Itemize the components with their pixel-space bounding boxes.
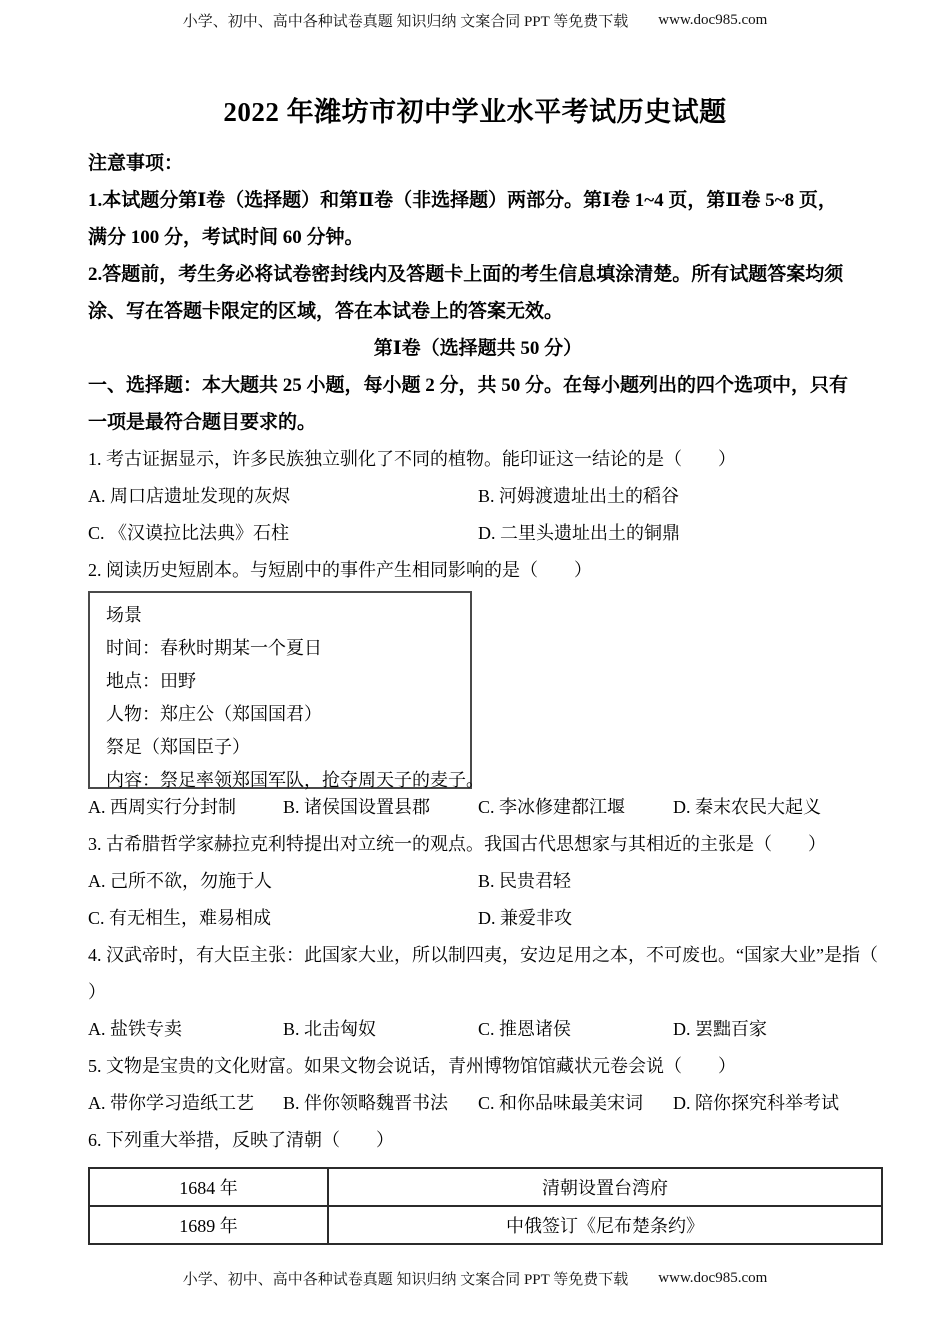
q4-options-row bbox=[88, 1011, 868, 1048]
q1-options-row-1 bbox=[88, 478, 868, 515]
q2-script-line-3: 地点：田野 bbox=[106, 671, 196, 691]
q2-stem: 2. 阅读历史短剧本。与短剧中的事件产生相同影响的是（ ） bbox=[88, 560, 592, 580]
q4-option-a: A. 盐铁专卖 bbox=[88, 1019, 182, 1039]
notice-line-2: 满分 100 分，考试时间 60 分钟。 bbox=[88, 227, 364, 248]
notice-line-3: 2.答题前，考生务必将试卷密封线内及答题卡上面的考生信息填涂清楚。所有试题答案均须 bbox=[88, 264, 844, 285]
notice-line-1: 1.本试题分第Ⅰ卷（选择题）和第Ⅱ卷（非选择题）两部分。第Ⅰ卷 1~4 页，第Ⅱ卷 5~8 页， bbox=[88, 190, 837, 211]
q6-table-row-2 bbox=[89, 1206, 882, 1244]
footer-site-url: www.doc985.com bbox=[658, 1270, 768, 1286]
q3-option-b: B. 民贵君轻 bbox=[478, 871, 572, 891]
section-intro-line-1: 一、选择题：本大题共 25 小题，每小题 2 分，共 50 分。在每小题列出的四个选项中，只有 bbox=[88, 375, 849, 396]
q4-stem-line-2: ） bbox=[88, 982, 106, 1002]
header-site-url: www.doc985.com bbox=[658, 12, 768, 28]
q6-cell-year-1: 1684 年 bbox=[89, 1168, 328, 1206]
page-header bbox=[0, 10, 950, 31]
q2-script-line-2: 时间：春秋时期某一个夏日 bbox=[106, 638, 322, 658]
q1-stem: 1. 考古证据显示，许多民族独立驯化了不同的植物。能印证这一结论的是（ ） bbox=[88, 449, 736, 469]
q6-cell-event-1: 清朝设置台湾府 bbox=[328, 1168, 882, 1206]
q2-script-line-1: 场景 bbox=[106, 605, 142, 625]
q5-option-a: A. 带你学习造纸工艺 bbox=[88, 1093, 254, 1113]
q2-option-d: D. 秦末农民大起义 bbox=[673, 797, 821, 817]
section-title: 第Ⅰ卷（选择题共 50 分） bbox=[373, 338, 583, 359]
q4-option-c: C. 推恩诸侯 bbox=[478, 1019, 572, 1039]
q2-option-a: A. 西周实行分封制 bbox=[88, 797, 236, 817]
notice-heading: 注意事项： bbox=[88, 153, 184, 174]
notice-line-4: 涂、写在答题卡限定的区域，答在本试卷上的答案无效。 bbox=[88, 301, 564, 322]
q2-script-line-5: 祭足（郑国臣子） bbox=[106, 737, 250, 757]
q1-option-d: D. 二里头遗址出土的铜鼎 bbox=[478, 523, 680, 543]
q5-option-d: D. 陪你探究科举考试 bbox=[673, 1093, 839, 1113]
q4-option-d: D. 罢黜百家 bbox=[673, 1019, 767, 1039]
q2-script-line-4: 人物：郑庄公（郑国国君） bbox=[106, 704, 322, 724]
q6-stem: 6. 下列重大举措，反映了清朝（ ） bbox=[88, 1130, 394, 1150]
q2-option-c: C. 李冰修建都江堰 bbox=[478, 797, 626, 817]
q2-script-line-6: 内容：祭足率领郑国军队，抢夺周天子的麦子。 bbox=[106, 770, 484, 790]
q5-option-b: B. 伴你领略魏晋书法 bbox=[283, 1093, 449, 1113]
q6-table-row-1 bbox=[89, 1168, 882, 1206]
q5-options-row bbox=[88, 1085, 868, 1122]
header-promo-text: 小学、初中、高中各种试卷真题 知识归纳 文案合同 PPT 等免费下载 bbox=[182, 14, 629, 30]
q4-option-b: B. 北击匈奴 bbox=[283, 1019, 377, 1039]
document-title: 2022 年潍坊市初中学业水平考试历史试题 bbox=[223, 97, 727, 127]
q6-table bbox=[88, 1167, 883, 1245]
q6-cell-event-2: 中俄签订《尼布楚条约》 bbox=[328, 1206, 882, 1244]
page-footer bbox=[0, 1268, 950, 1289]
q2-options-row bbox=[88, 789, 868, 826]
q6-cell-year-2: 1689 年 bbox=[89, 1206, 328, 1244]
q5-option-c: C. 和你品味最美宋词 bbox=[478, 1093, 644, 1113]
q4-stem-line-1: 4. 汉武帝时，有大臣主张：此国家大业，所以制四夷，安边足用之本，不可废也。“国家大业”是指（ bbox=[88, 945, 878, 965]
q3-option-d: D. 兼爱非攻 bbox=[478, 908, 572, 928]
q1-option-c: C. 《汉谟拉比法典》石柱 bbox=[88, 523, 290, 543]
footer-promo-text: 小学、初中、高中各种试卷真题 知识归纳 文案合同 PPT 等免费下载 bbox=[182, 1272, 629, 1288]
q3-options-row-1 bbox=[88, 863, 868, 900]
section-intro-line-2: 一项是最符合题目要求的。 bbox=[88, 412, 317, 433]
q1-option-b: B. 河姆渡遗址出土的稻谷 bbox=[478, 486, 680, 506]
q1-option-a: A. 周口店遗址发现的灰烬 bbox=[88, 486, 290, 506]
q2-script-box bbox=[88, 591, 484, 790]
q3-options-row-2 bbox=[88, 900, 868, 937]
q3-option-c: C. 有无相生，难易相成 bbox=[88, 908, 272, 928]
q2-option-b: B. 诸侯国设置县郡 bbox=[283, 797, 431, 817]
q3-option-a: A. 己所不欲，勿施于人 bbox=[88, 871, 272, 891]
q3-stem: 3. 古希腊哲学家赫拉克利特提出对立统一的观点。我国古代思想家与其相近的主张是（ ） bbox=[88, 834, 826, 854]
exam-content bbox=[88, 145, 878, 1245]
q1-options-row-2 bbox=[88, 515, 868, 552]
q5-stem: 5. 文物是宝贵的文化财富。如果文物会说话，青州博物馆馆藏状元卷会说（ ） bbox=[88, 1056, 736, 1076]
